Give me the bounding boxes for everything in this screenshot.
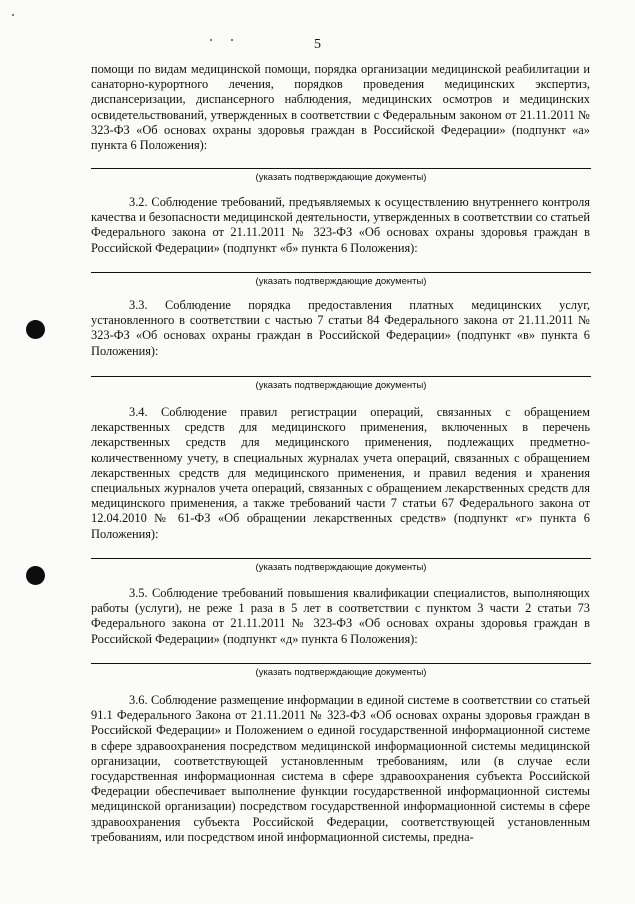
scan-speck xyxy=(12,14,14,16)
supporting-documents-caption: (указать подтверждающие документы) xyxy=(255,380,427,391)
intro-paragraph: помощи по видам медицинской помощи, порядка организации медицинской реабилитации и санаторно-курортного лечения, порядков проведения медицинских экспертиз, диспансеризации, диспансерного наблюдения, медицинских осмотров и медицинских освидетельствований, утвержденных в соответствии с Федеральным законом от 21.11.2011 № 323-ФЗ «Об основах охраны здоровья граждан в Российской Федерации» (подпункт «а» пункта 6 Положения): xyxy=(91,62,590,153)
supporting-documents-caption: (указать подтверждающие документы) xyxy=(255,172,427,183)
fill-in-line xyxy=(91,376,591,377)
fill-in-line xyxy=(91,168,591,169)
supporting-documents-caption: (указать подтверждающие документы) xyxy=(255,562,427,573)
scan-speck xyxy=(210,39,212,41)
item-3-5-paragraph: 3.5. Соблюдение требований повышения квалификации специалистов, выполняющих работы (услуги), не реже 1 раза в 5 лет в соответствии с пунктом 3 части 2 статьи 73 Федерального закона от 21.11.2011 № 323-ФЗ «Об основах охраны здоровья граждан в Российской Федерации» (подпункт «д» пункта 6 Положения): xyxy=(91,586,590,646)
item-3-3-paragraph: 3.3. Соблюдение порядка предоставления платных медицинских услуг, установленного в соответствии с частью 7 статьи 84 Федерального закона от 21.11.2011 № 323-ФЗ «Об основах охраны граждан в Российской Федерации» (подпункт «в» пункта 6 Положения): xyxy=(91,298,590,358)
item-3-6-paragraph: 3.6. Соблюдение размещение информации в единой системе в соответствии со статьей 91.1 Федерального Закона от 21.11.2011 № 323-ФЗ «Об основах охраны здоровья граждан в Российской Федерации» и Положением о единой государственной информационной системе в сфере здравоохранения посредством медицинской информационной системы медицинской организации, соответствующей установленным требованиям, или (в случае если государственная информационная система в сфере здравоохранения субъекта Российской Федерации обеспечивает выполнение функции государственной информационной системы медицинской организации) посредством государственной информационной системы в сфере здравоохранения субъекта Российской Федерации, соответствующей установленным требованиям, или посредством иной информационной системы, предна- xyxy=(91,693,590,844)
supporting-documents-caption: (указать подтверждающие документы) xyxy=(255,667,427,678)
binder-hole-mark xyxy=(26,566,45,585)
scan-speck xyxy=(231,39,233,41)
fill-in-line xyxy=(91,558,591,559)
binder-hole-mark xyxy=(26,320,45,339)
fill-in-line xyxy=(91,663,591,664)
supporting-documents-caption: (указать подтверждающие документы) xyxy=(255,276,427,287)
fill-in-line xyxy=(91,272,591,273)
item-3-4-paragraph: 3.4. Соблюдение правил регистрации операций, связанных с обращением лекарственных средств для медицинского применения, включенных в перечень лекарственных средств для медицинского применения, подлежащих предметно-количественному учету, в специальных журналах учета операций, связанных с обращением лекарственных средств для медицинского применения, и правил ведения и хранения специальных журналов учета операций, связанных с обращением лекарственных средств для медицинского применения, а также требований части 7 статьи 67 Федерального закона от 12.04.2010 № 61-ФЗ «Об обращении лекарственных средств» (подпункт «г» пункта 6 Положения): xyxy=(91,405,590,541)
page-number: 5 xyxy=(314,37,321,52)
item-3-2-paragraph: 3.2. Соблюдение требований, предъявляемых к осуществлению внутреннего контроля качества и безопасности медицинской деятельности, утвержденных в соответствии со статьей Федерального закона от 21.11.2011 № 323-ФЗ «Об основах охраны здоровья граждан в Российской Федерации» (подпункт «б» пункта 6 Положения): xyxy=(91,195,590,255)
